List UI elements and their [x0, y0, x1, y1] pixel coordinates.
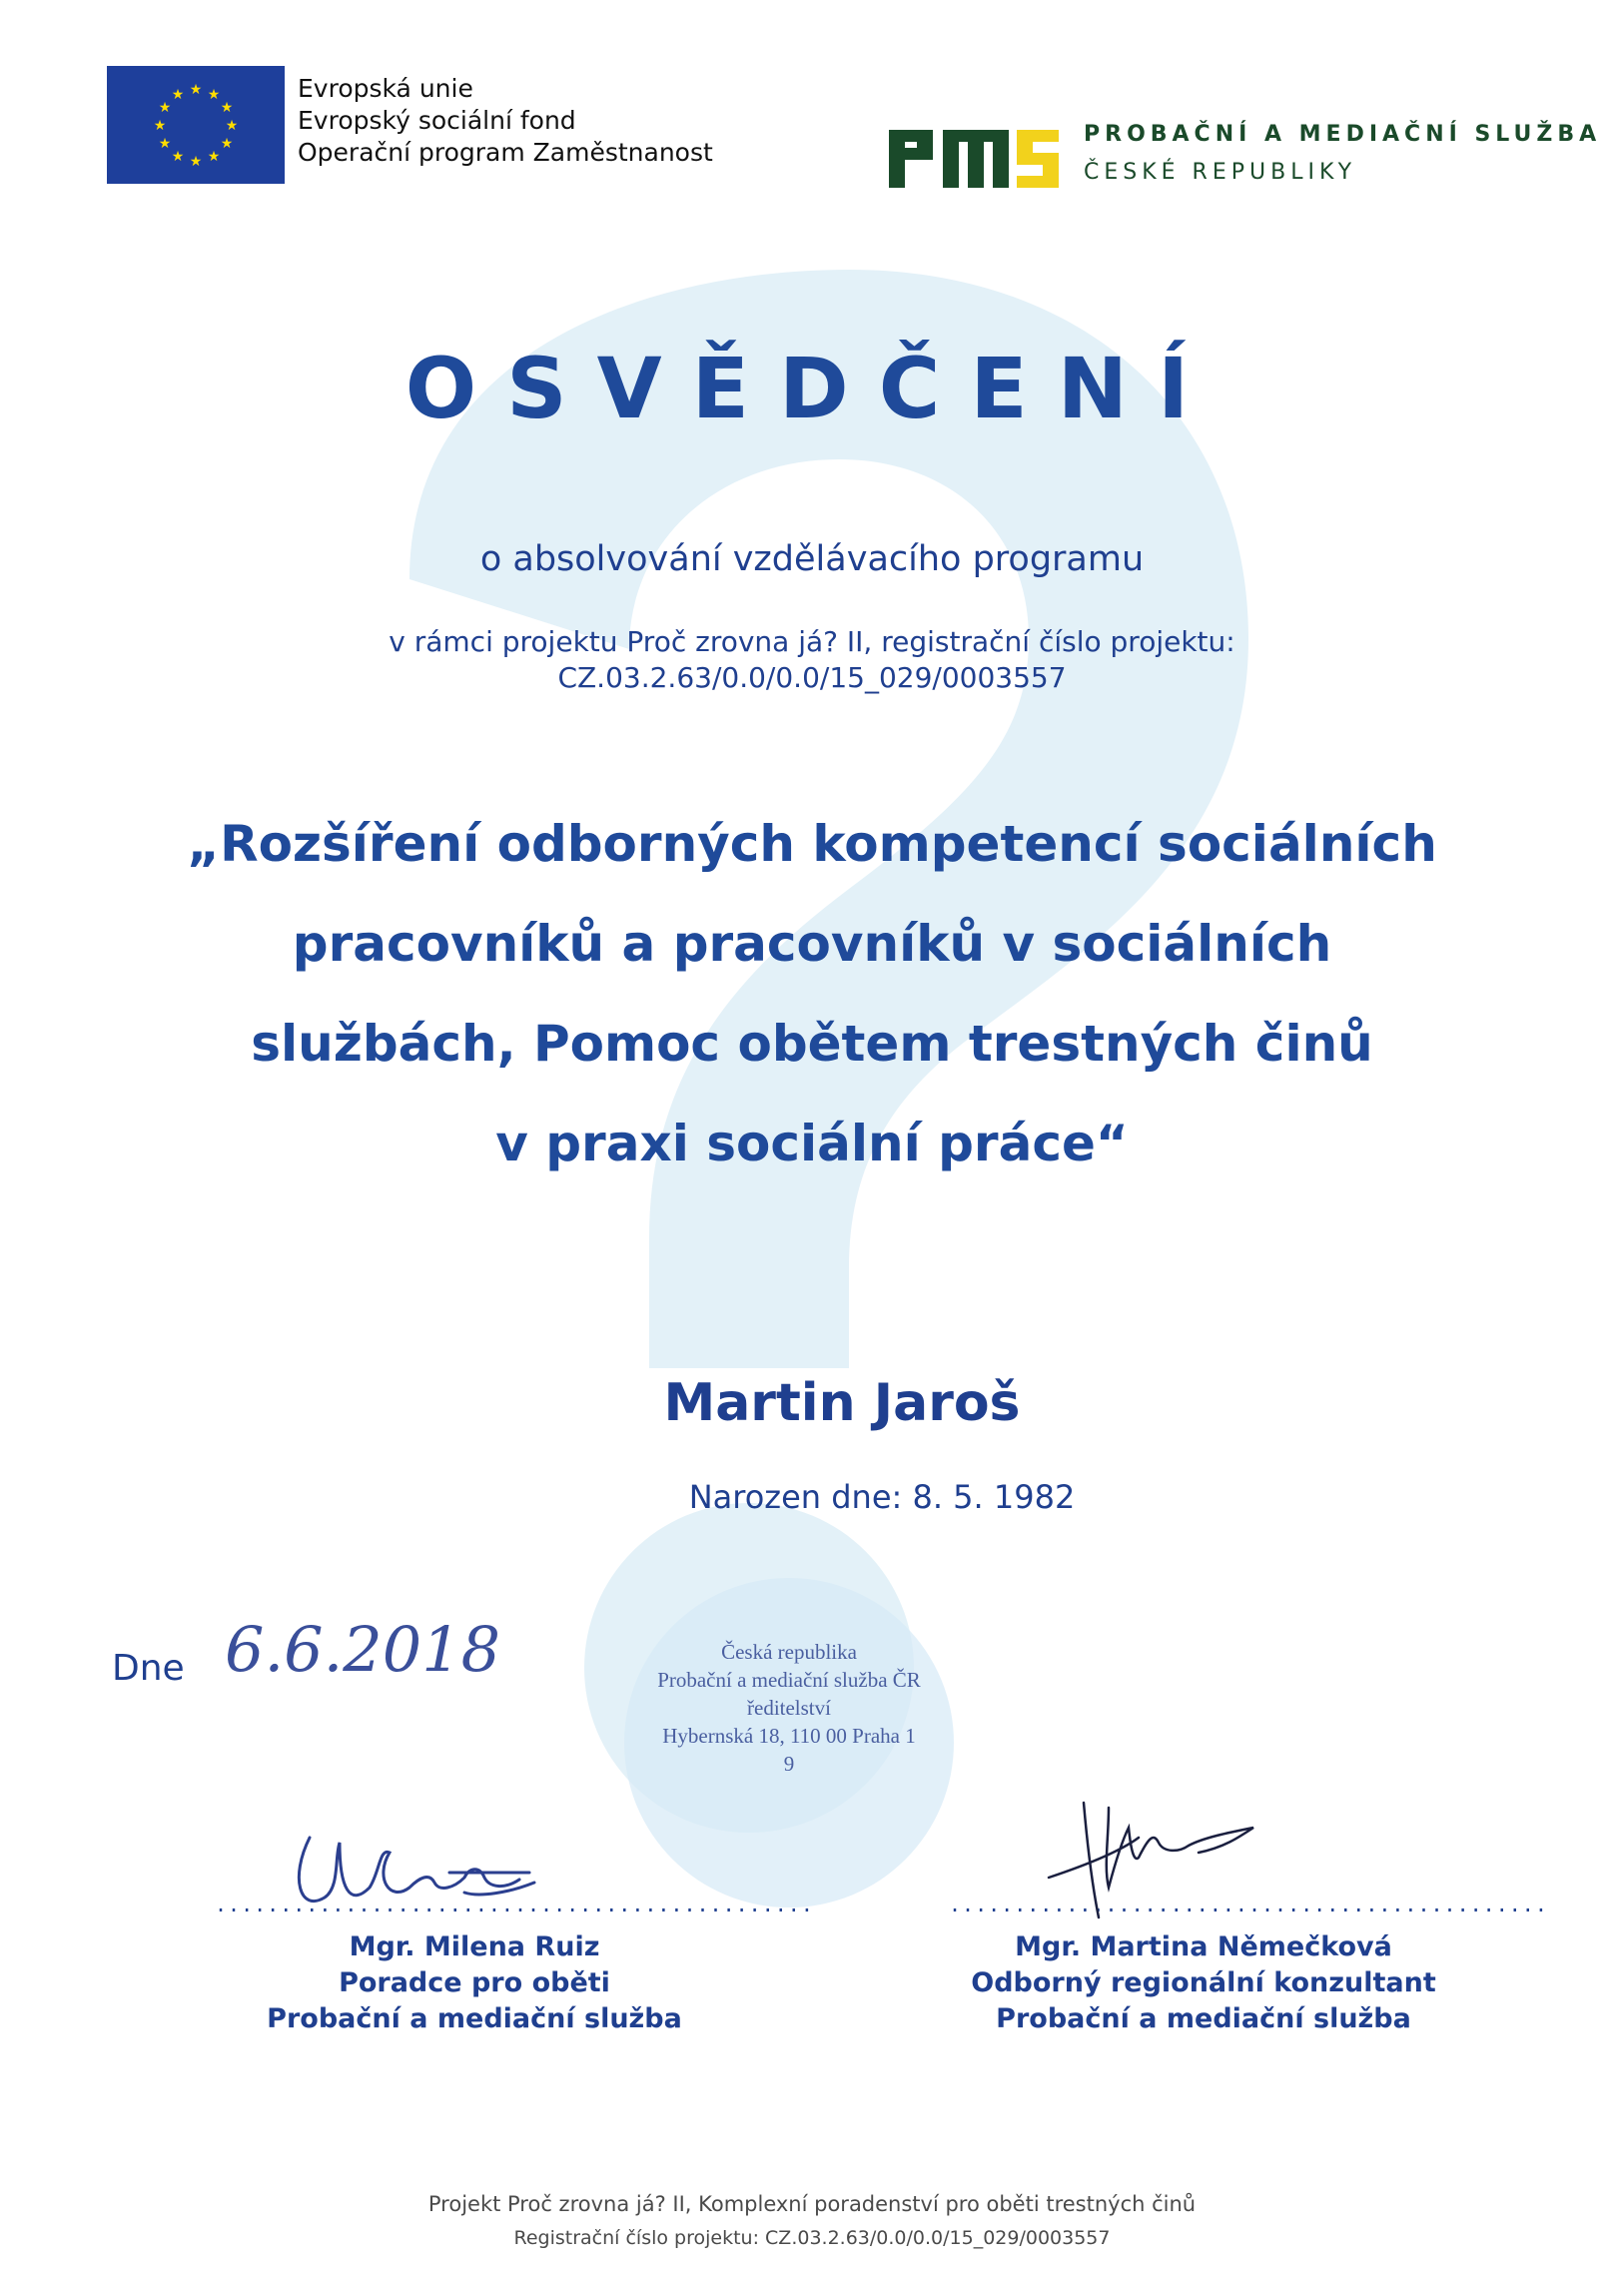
signer-left-org: Probační a mediační služba [267, 2003, 682, 2034]
eu-flag-logo [107, 66, 285, 184]
stamp-line-2: Probační a mediační služba ČR [657, 1668, 921, 1692]
signature-line-left: .............................................. [215, 1893, 814, 1916]
svg-text:★: ★ [189, 154, 203, 170]
program-line-4: v praxi sociální práce“ [495, 1115, 1129, 1172]
svg-text:★: ★ [158, 136, 172, 152]
eu-line-3: Operační program Zaměstnanost [298, 138, 713, 167]
certificate-title: OSVĚDČENÍ [405, 340, 1219, 437]
program-line-1: „Rozšíření odborných kompetencí sociálních [187, 815, 1437, 873]
signer-right-org: Probační a mediační služba [996, 2003, 1411, 2034]
pms-logo [889, 122, 1059, 188]
pms-name-line-1: PROBAČNÍ A MEDIAČNÍ SLUŽBA [1084, 122, 1602, 147]
svg-text:★: ★ [158, 100, 172, 116]
recipient-birth-date: Narozen dne: 8. 5. 1982 [688, 1478, 1076, 1516]
program-line-3: službách, Pomoc obětem trestných činů [251, 1015, 1373, 1073]
program-title [80, 794, 1544, 1193]
svg-text:★: ★ [207, 87, 221, 103]
signer-right-role: Odborný regionální konzultant [971, 1967, 1436, 1998]
stamp-line-4: Hybernská 18, 110 00 Praha 1 [662, 1724, 916, 1748]
footer-project: Projekt Proč zrovna já? II, Komplexní poradenství pro oběti trestných činů [427, 2192, 1197, 2216]
project-info [0, 624, 1624, 696]
eu-program-text [298, 73, 713, 169]
date-label: Dne [112, 1648, 185, 1689]
program-line-2: pracovníků a pracovníků v sociálních [292, 915, 1332, 973]
signer-left-role: Poradce pro oběti [339, 1967, 610, 1998]
signature-line-right: .............................................. [949, 1893, 1548, 1916]
svg-text:★: ★ [189, 82, 203, 98]
pms-name-line-2: ČESKÉ REPUBLIKY [1084, 160, 1357, 185]
date-handwritten: 6.6.2018 [225, 1613, 501, 1686]
signer-right-name: Mgr. Martina Němečková [1015, 1931, 1392, 1962]
signer-right [929, 1929, 1478, 2037]
stamp-line-5: 9 [783, 1752, 795, 1776]
certificate-subtitle: o absolvování vzdělávacího programu [479, 539, 1145, 579]
svg-text:★: ★ [225, 118, 239, 134]
eu-stars-icon [107, 66, 285, 184]
recipient-name: Martin Jaroš [663, 1373, 1021, 1433]
eu-line-1: Evropská unie [298, 74, 473, 103]
svg-text:★: ★ [171, 149, 185, 165]
project-registration-number: CZ.03.2.63/0.0/0.0/15_029/0003557 [557, 661, 1067, 694]
stamp-line-1: Česká republika [721, 1640, 857, 1664]
signer-left [215, 1929, 734, 2037]
signature-left-handwritten [280, 1818, 559, 1927]
svg-text:★: ★ [171, 87, 185, 103]
footer-registration: Registrační číslo projektu: CZ.03.2.63/0.0/0.0/15_029/0003557 [513, 2227, 1111, 2249]
stamp-line-3: ředitelství [747, 1696, 831, 1720]
project-line-1: v rámci projektu Proč zrovna já? II, registrační číslo projektu: [389, 625, 1235, 658]
svg-text:★: ★ [207, 149, 221, 165]
svg-text:★: ★ [220, 100, 234, 116]
official-stamp [629, 1638, 949, 1778]
signer-left-name: Mgr. Milena Ruiz [349, 1931, 600, 1962]
eu-line-2: Evropský sociální fond [298, 106, 576, 135]
signature-right-handwritten [1039, 1778, 1268, 1927]
svg-text:★: ★ [220, 136, 234, 152]
svg-text:★: ★ [153, 118, 167, 134]
